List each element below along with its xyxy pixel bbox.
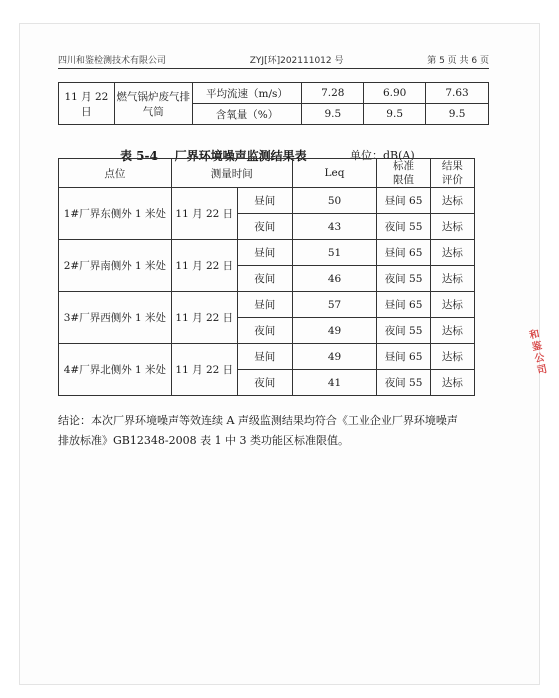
table-row — [59, 240, 475, 266]
period-cell: 夜间 — [237, 214, 292, 240]
period-cell: 昼间 — [237, 292, 292, 318]
leq-cell: 50 — [292, 188, 377, 214]
limit-cell: 昼间 65 — [377, 292, 430, 318]
limit-cell: 夜间 55 — [377, 266, 430, 292]
table-unit: 单位：dB(A) — [350, 149, 415, 162]
leq-cell: 41 — [292, 370, 377, 396]
leq-cell: 49 — [292, 318, 377, 344]
leq-cell: 49 — [292, 344, 377, 370]
point-cell: 4#厂界北侧外 1 米处 — [59, 344, 172, 396]
header-result — [430, 159, 474, 188]
noise-table — [58, 158, 475, 396]
caption-title: 厂界环境噪声监测结果表 — [174, 149, 307, 163]
conclusion-text: 结论：本次厂界环境噪声等效连续 A 声级监测结果均符合《工业企业厂界环境噪声排放标准》GB12348-2008 表 1 中 3 类功能区标准限值。 — [58, 414, 458, 447]
company-seal: 和鉴公司 — [526, 328, 547, 378]
header-result-line2: 评价 — [441, 174, 463, 186]
limit-cell: 昼间 65 — [377, 188, 430, 214]
emission-date: 11 月 22 日 — [59, 83, 115, 125]
table-row — [59, 83, 489, 104]
result-cell: 达标 — [430, 266, 474, 292]
value-cell: 9.5 — [364, 104, 426, 125]
period-cell: 昼间 — [237, 240, 292, 266]
table-header-row — [59, 159, 475, 188]
header-result-line1: 结果 — [441, 160, 463, 172]
result-cell: 达标 — [430, 344, 474, 370]
date-cell: 11 月 22 日 — [171, 188, 237, 240]
period-cell: 昼间 — [237, 344, 292, 370]
emission-table — [58, 82, 489, 125]
point-cell: 1#厂界东侧外 1 米处 — [59, 188, 172, 240]
leq-cell: 46 — [292, 266, 377, 292]
result-cell: 达标 — [430, 214, 474, 240]
result-cell: 达标 — [430, 292, 474, 318]
result-cell: 达标 — [430, 318, 474, 344]
limit-cell: 昼间 65 — [377, 344, 430, 370]
table-row — [59, 292, 475, 318]
table-row — [59, 344, 475, 370]
period-cell: 夜间 — [237, 318, 292, 344]
header-limit-line2: 限值 — [393, 174, 415, 186]
emission-source: 燃气锅炉废气排气筒 — [114, 83, 192, 125]
result-cell: 达标 — [430, 240, 474, 266]
date-cell: 11 月 22 日 — [171, 240, 237, 292]
company-name: 四川和鉴检测技术有限公司 — [58, 56, 167, 66]
page-header — [58, 53, 489, 66]
report-number: ZYJ[环]202111012 号 — [249, 56, 344, 66]
point-cell: 3#厂界西侧外 1 米处 — [59, 292, 172, 344]
leq-cell: 57 — [292, 292, 377, 318]
limit-cell: 夜间 55 — [377, 214, 430, 240]
period-cell: 昼间 — [237, 188, 292, 214]
value-cell: 7.28 — [302, 83, 364, 104]
header-limit-line1: 标准 — [393, 160, 415, 172]
page-indicator: 第 5 页 共 6 页 — [427, 56, 489, 66]
header-leq: Leq — [292, 159, 377, 188]
limit-cell: 夜间 55 — [377, 318, 430, 344]
value-cell: 9.5 — [302, 104, 364, 125]
param-cell: 含氧量（%） — [192, 104, 302, 125]
value-cell: 6.90 — [364, 83, 426, 104]
caption-number: 表 5-4 — [120, 149, 158, 163]
value-cell: 7.63 — [426, 83, 489, 104]
leq-cell: 43 — [292, 214, 377, 240]
value-cell: 9.5 — [426, 104, 489, 125]
period-cell: 夜间 — [237, 370, 292, 396]
leq-cell: 51 — [292, 240, 377, 266]
limit-cell: 昼间 65 — [377, 240, 430, 266]
date-cell: 11 月 22 日 — [171, 344, 237, 396]
param-cell: 平均流速（m/s） — [192, 83, 302, 104]
point-cell: 2#厂界南侧外 1 米处 — [59, 240, 172, 292]
header-point: 点位 — [59, 159, 172, 188]
date-cell: 11 月 22 日 — [171, 292, 237, 344]
header-limit — [377, 159, 430, 188]
table-row — [59, 188, 475, 214]
header-divider — [58, 68, 489, 69]
result-cell: 达标 — [430, 188, 474, 214]
result-cell: 达标 — [430, 370, 474, 396]
header-time: 测量时间 — [171, 159, 292, 188]
limit-cell: 夜间 55 — [377, 370, 430, 396]
period-cell: 夜间 — [237, 266, 292, 292]
